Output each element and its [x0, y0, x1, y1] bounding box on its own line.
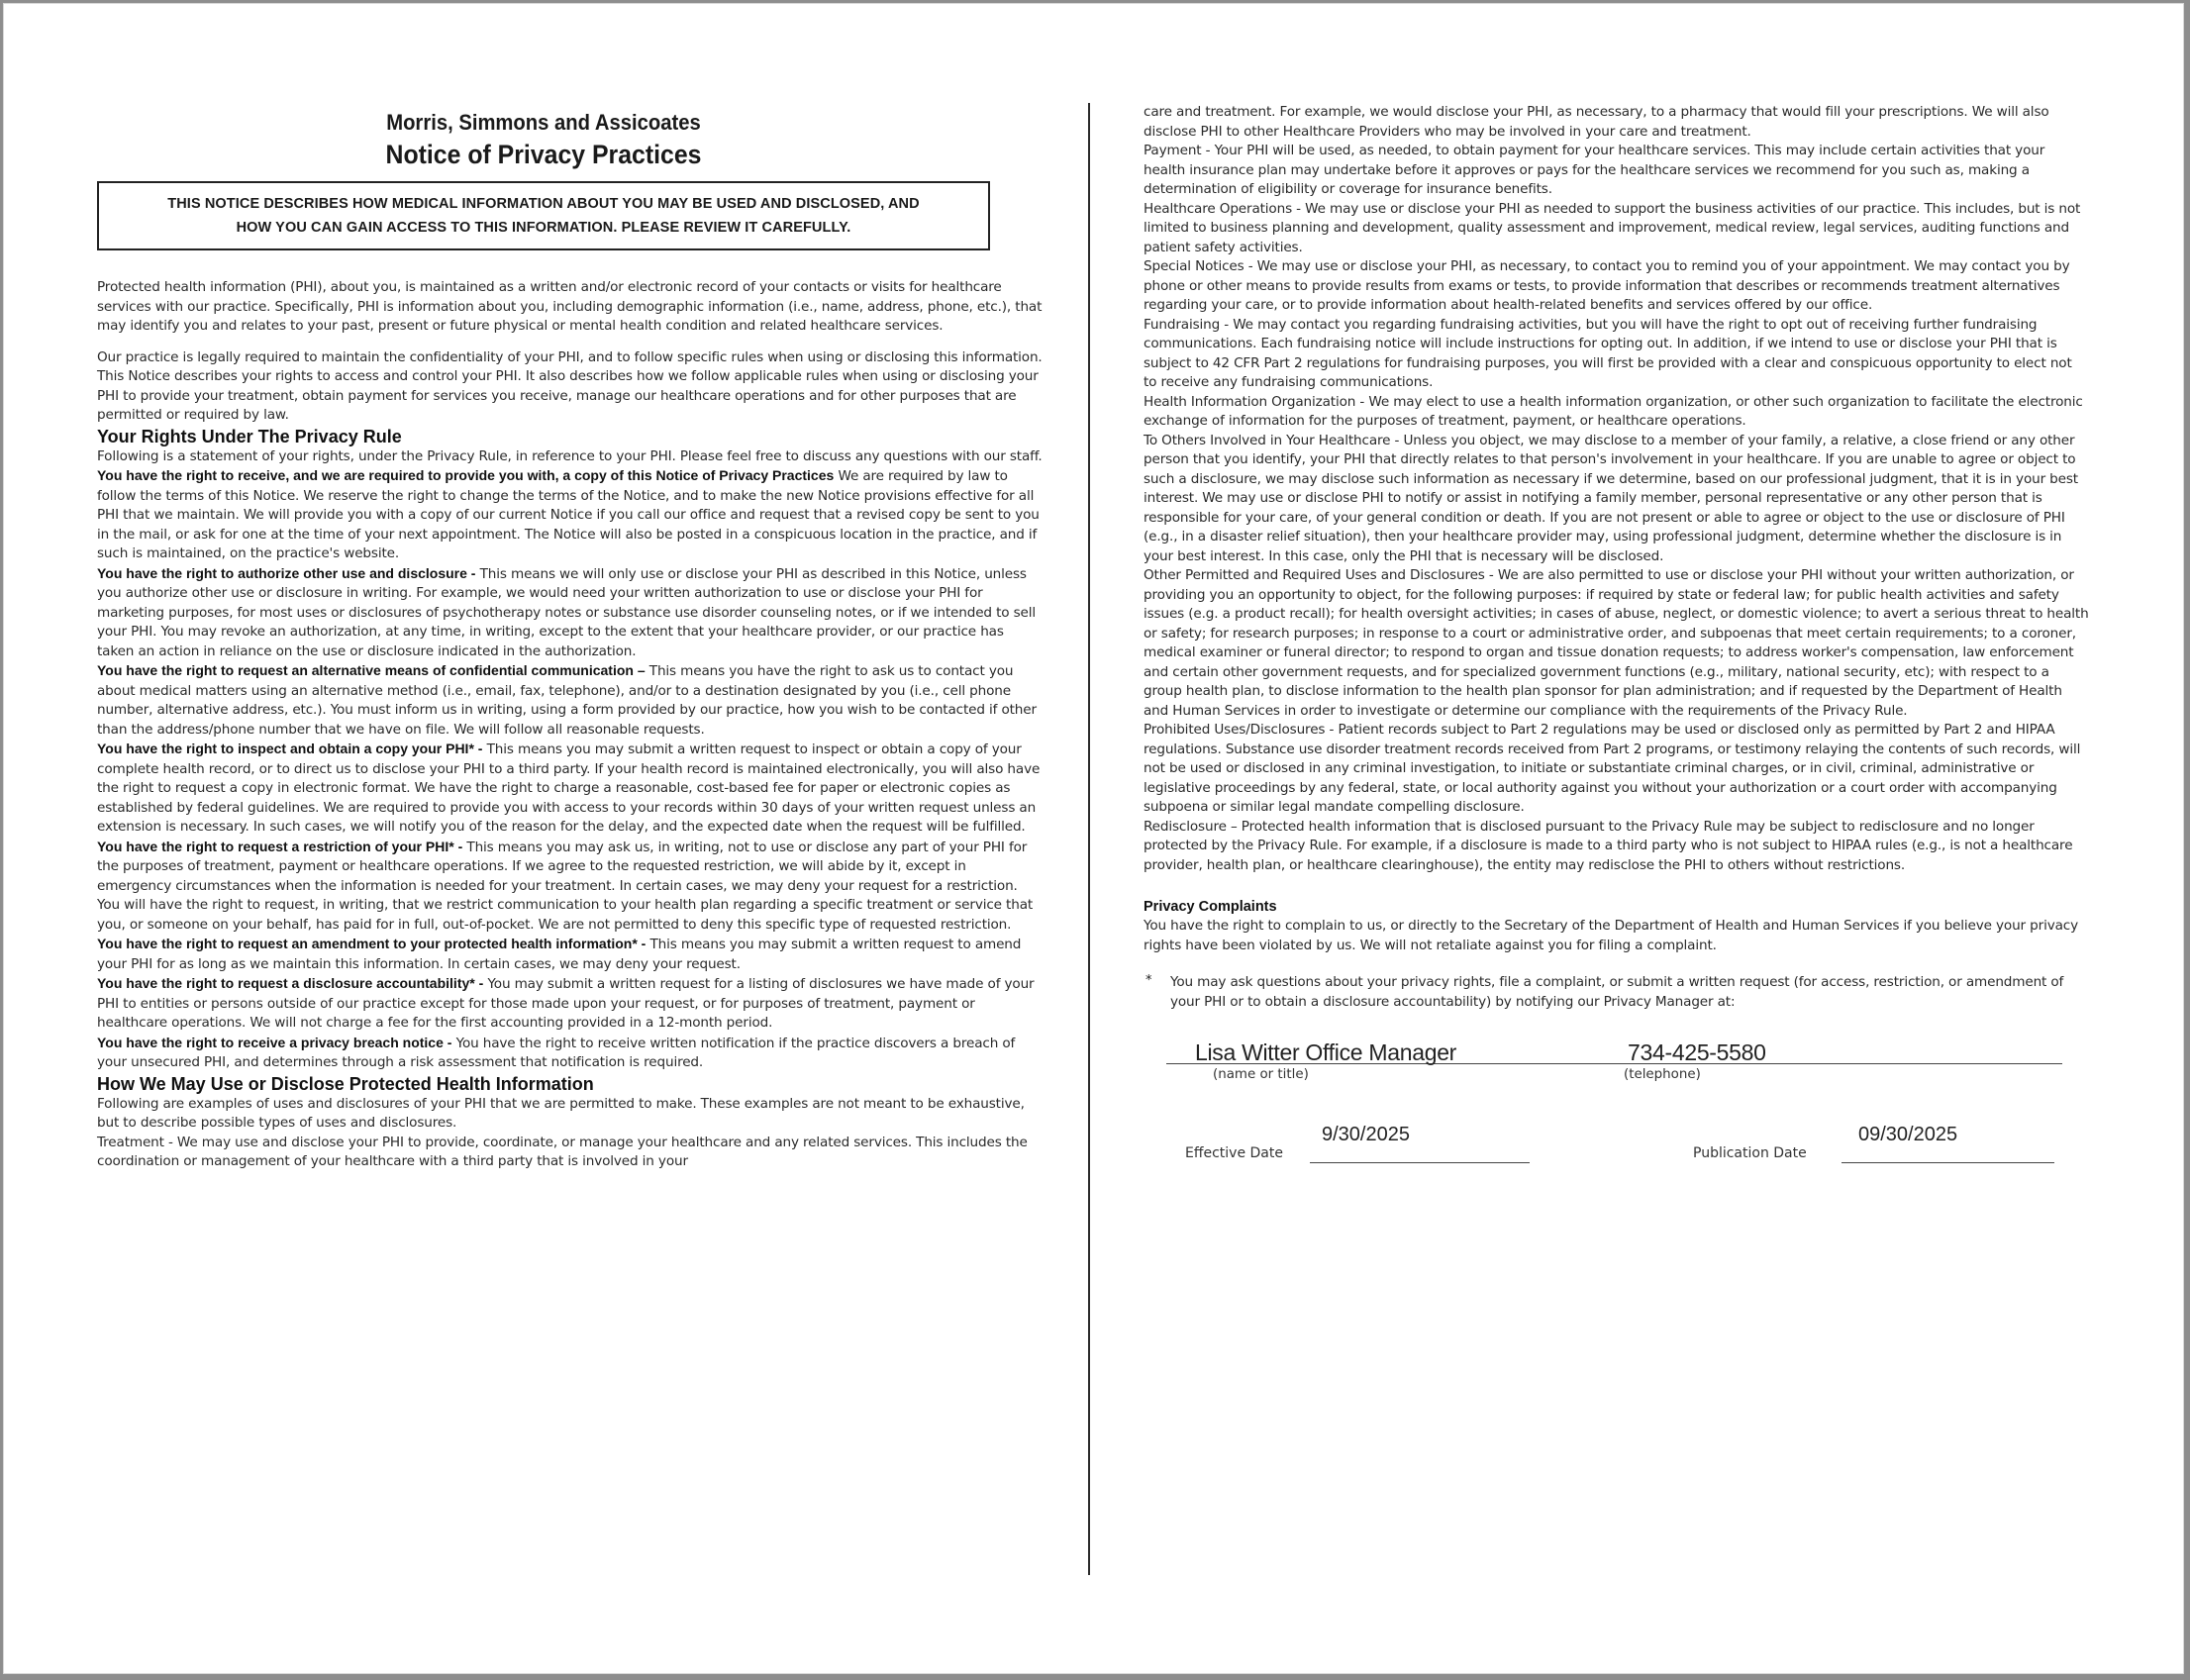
right-text: We are required by law to follow the terms of this Notice. We reserve the right to change the terms of the Notice, and to make the new Notice provisions effective for all PHI that we maintain. We will provide you with a copy of our current Notice if you call our office and request that a revised copy be sent to you in the mail, or ask for one at the time of your next appointment. The Notice will also be posted in a conspicuous location in the practice, and if such is maintained, on the practice's website. — [97, 468, 1040, 561]
use-term: To Others Involved in Your Healthcare — [1144, 432, 1391, 448]
use-text: We may use or disclose your PHI, as necessary, to contact you to remind you of your appointment. We may contact you by phone or other means to provide results from exams or tests, to provide information that describes or recommends treatment alternatives regarding your care, or to provide information about health-related benefits and services offered by our office. — [1144, 258, 2070, 313]
complaints-text: You have the right to complain to us, or directly to the Secretary of the Department of Health and Human Services if you believe your privacy rights have been violated by us. We will not retaliate against you for filing a complaint. — [1144, 918, 2078, 953]
right-text: This means you may ask us, in writing, not to use or disclose any part of your PHI for the purposes of treatment, payment or healthcare operations. If we agree to the requested restriction, we will abide by it, except in emergency circumstances when the information is needed for your treatment. In certain cases, we may deny your request for a restriction. You will have the right to request, in writing, that we restrict communication to your health plan regarding a specific treatment or service that you, or someone on your behalf, has paid for in full, out-of-pocket. We are not permitted to deny this specific type of requested restriction. — [97, 839, 1034, 933]
use-text: Patient records subject to Part 2 regulations may be used or disclosed only as permitted by Part 2 and HIPAA regulations. Substance use disorder treatment records received from Part 2 programs, or testimony relaying the contents of such records, will not be used or disclosed in any criminal investigation, to initiate or substantiate criminal charges, or in civil, criminal, administrative or legislative proceedings by any federal, state, or local authority against you without your authorization or a court order with accompanying subpoena or similar legal mandate compelling disclosure. — [1144, 722, 2081, 815]
right-text: This means we will only use or disclose your PHI as described in this Notice, unless you authorize other use or disclosure in writing. For example, we would need your written authorization to use or disclose your PHI for marketing purposes, for most uses or disclosures of psychotherapy notes or substance use disorder counseling notes, or if we intended to sell your PHI. You may revoke an authorization, at any time, in writing, except to the extent that your healthcare provider, or our practice has taken an action in reliance on the use or disclosure indicated in the authorization. — [97, 565, 1036, 659]
scanned-page — [3, 3, 2184, 1674]
use-text: - We may contact you regarding fundraising activities, but you will have the right to opt out of receiving further fundraising communications. Each fundraising notice will include instructions for opting out. In addition, if we intend to use or disclose your PHI that is subject to 42 CFR Part 2 regulations for fundraising purposes, you will first be provided with a clear and conspicuous opportunity to elect not to receive any fundraising communications. — [1144, 316, 2072, 390]
use-term: Health Information Organization - — [1144, 393, 1365, 410]
use-item-treatment-continued: care and treatment. For example, we would disclose your PHI, as necessary, to a pharmacy that would fill your prescriptions. We will also disclose PHI to other Healthcare Providers who may be involved in your care and treatment. — [1144, 104, 2049, 140]
right-term: You have the right to authorize other use and disclosure - — [97, 564, 476, 581]
uses-section-continued — [1144, 103, 2089, 875]
use-term: Fundraising — [1144, 316, 1221, 333]
intro-paragraph: Our practice is legally required to maintain the confidentiality of your PHI, and to follow specific rules when using or disclosing this information. This Notice describes your rights to access and control your PHI. It also describes how we follow applicable rules when using or disclosing your PHI to provide your treatment, obtain payment for services you receive, manage our healthcare operations and for other purposes that are permitted or required by law. — [97, 348, 1043, 423]
asterisk-bullet-icon: * — [1145, 973, 1152, 988]
name-field-label: (name or title) — [1213, 1067, 1309, 1082]
right-text: This means you have the right to ask us to contact you about medical matters using an alternative method (i.e., email, fax, telephone), and/or to a destination designated by you (i.e., cell phone number, alternative address, etc.). You must inform us in writing, using a form provided by our practice, how you wish to be contacted if other than the address/phone number that we have on file. We will follow all reasonable requests. — [97, 663, 1037, 738]
document-header — [97, 110, 990, 171]
publication-date-value: 09/30/2025 — [1858, 1124, 1958, 1145]
use-item — [1144, 721, 2089, 818]
right-item — [97, 974, 1043, 1034]
notice-banner-line-2: HOW YOU CAN GAIN ACCESS TO THIS INFORMATION. PLEASE REVIEW IT CAREFULLY. — [236, 220, 851, 236]
use-text: - Unless you object, we may disclose to a member of your family, a relative, a close friend or any other person that you identify, your PHI that directly relates to that person's involvement in your healthcare. If you are unable to agree or object to such a disclosure, we may disclose such information as necessary if we determine, based on our professional judgment, that it is in your best interest. We may use or disclose PHI to notify or assist in notifying a family member, personal representative or any other person that is responsible for your care, of your general condition or death. If you are not present or able to agree or object to the use or disclosure of PHI (e.g., in a disaster relief situation), then your healthcare provider may, using professional judgment, determine whether the disclosure is in your best interest. In this case, only the PHI that is necessary will be disclosed. — [1144, 432, 2078, 564]
use-text: Your PHI will be used, as needed, to obtain payment for your healthcare services. This may include certain activities that your health insurance plan may undertake before it approves or pays for the healthcare services we recommend for you such as, making a determination of eligibility or coverage for insurance benefits. — [1144, 143, 2045, 197]
right-term: You have the right to request a restriction of your PHI* - — [97, 838, 463, 854]
effective-date-value: 9/30/2025 — [1322, 1124, 1410, 1145]
use-item — [1144, 432, 2089, 567]
right-item — [97, 1034, 1043, 1073]
use-item — [1144, 566, 2089, 721]
use-item — [1144, 200, 2089, 258]
rights-lead: Following is a statement of your rights, under the Privacy Rule, in reference to your PHI. Please feel free to discuss any questions with our staff. — [97, 447, 1043, 464]
complaints-heading: Privacy Complaints — [1144, 899, 1277, 915]
right-text: This means you may submit a written request to inspect or obtain a copy of your complete health record, or to direct us to disclose your PHI to a third party. If your health record is maintained electronically, you will also have the right to request a copy in electronic format. We have the right to charge a reasonable, cost-based fee for paper or electronic copies as established by federal guidelines. We are required to provide you with access to your records within 30 days of your written request unless an extension is necessary. In such cases, we will notify you of the reason for the delay, and the expected date when the request will be fulfilled. — [97, 741, 1041, 835]
use-item — [1144, 257, 2089, 316]
right-text: You have the right to receive written notification if the practice discovers a breach of your unsecured PHI, and determines through a risk assessment that notification is required. — [97, 1035, 1016, 1070]
privacy-manager-phone: 734-425-5580 — [1628, 1039, 1766, 1065]
uses-lead: Following are examples of uses and disclosures of your PHI that we are permitted to make. These examples are not meant to be exhaustive, but to describe possible types of uses and disclosures. — [97, 1095, 1025, 1131]
phone-field-label: (telephone) — [1624, 1067, 1701, 1082]
use-term: Payment - — [1144, 143, 1211, 158]
effective-date-field[interactable] — [1310, 1162, 1530, 1163]
use-text: We may use or disclose your PHI as needed to support the business activities of our practice. This includes, but is not limited to business planning and development, quality assessment and improvement, medical review, legal services, auditing functions and patient safety activities. — [1144, 200, 2081, 255]
use-item — [1144, 393, 2089, 432]
complaints-bullet-text: You may ask questions about your privacy rights, file a complaint, or submit a written request (for access, restriction, or amendment of your PHI or to obtain a disclosure accountability) by notifying our Privacy Manager at: — [1170, 974, 2064, 1010]
right-item — [97, 564, 1043, 662]
use-item — [1144, 142, 2089, 200]
right-term: You have the right to receive, and we are required to provide you with, a copy of this Notice of Privacy Practices — [97, 467, 835, 483]
right-term: You have the right to request a disclosure accountability* - — [97, 975, 484, 991]
right-term: You have the right to inspect and obtain a copy your PHI* - — [97, 741, 483, 756]
use-term: Redisclosure — [1144, 818, 1227, 835]
uses-heading: How We May Use or Disclose Protected Health Information — [97, 1073, 594, 1094]
intro-section — [97, 278, 1043, 426]
use-text: – Protected health information that is disclosed pursuant to the Privacy Rule may be subject to redisclosure and no longer protected by the Privacy Rule. For example, if a disclosure is made to a third party who is not subject to HIPAA rules (e.g., is not a healthcare provider, health plan, or healthcare clearinghouse), the entity may redisclose the PHI to others without restrictions. — [1144, 818, 2073, 873]
column-divider — [1088, 103, 1090, 1575]
use-term: Special Notices - — [1144, 258, 1253, 274]
left-column — [97, 102, 1043, 1172]
right-text: This means you may submit a written request to amend your PHI for as long as we maintain this information. In certain cases, we may deny your request. — [97, 937, 1022, 972]
use-term: Prohibited Uses/Disclosures - — [1144, 722, 1335, 738]
notice-banner — [97, 181, 990, 250]
rights-section — [97, 447, 1043, 1073]
publication-date-label: Publication Date — [1693, 1145, 1807, 1161]
uses-section-start — [97, 1095, 1043, 1172]
right-item — [97, 935, 1043, 974]
notice-banner-line-1: THIS NOTICE DESCRIBES HOW MEDICAL INFORMATION ABOUT YOU MAY BE USED AND DISCLOSED, AND — [167, 196, 920, 212]
right-column — [1144, 103, 2089, 1165]
publication-date-field[interactable] — [1842, 1162, 2054, 1163]
right-term: You have the right to receive a privacy breach notice - — [97, 1034, 452, 1050]
complaints-bullet — [1144, 973, 2089, 1012]
use-text: We may elect to use a health information organization, or other such organization to facilitate the electronic exchange of information for the purposes of treatment, payment, or healthcare operations. — [1144, 393, 2083, 429]
use-term: Healthcare Operations - — [1144, 200, 1301, 217]
right-term: You have the right to request an alternative means of confidential communication – — [97, 662, 646, 678]
right-item — [97, 466, 1043, 564]
privacy-manager-contact-field[interactable] — [1166, 1038, 2062, 1082]
use-item-treatment — [97, 1134, 1043, 1172]
use-item — [1144, 818, 2089, 876]
intro-paragraph: Protected health information (PHI), about you, is maintained as a written and/or electronic record of your contacts or visits for healthcare services with our practice. Specifically, PHI is information about you, including demographic information (i.e., name, address, phone, etc.), that may identify you and relates to your past, present or future physical or mental health condition and related healthcare services. — [97, 279, 1043, 334]
practice-name: Morris, Simmons and Assicoates — [386, 110, 701, 135]
use-text: We are also permitted to use or disclose your PHI without your written authorization, or providing you an opportunity to object, for the following purposes: if required by state or federal law; for public health activities and safety issues (e.g. a product recall); for health oversight activities; in cases of abuse, neglect, or domestic violence; to avert a serious threat to health or safety; for research purposes; in response to a court or administrative order, and subpoenas that meet certain requirements; to a coroner, medical examiner or funeral director; to respond to organ and tissue donation requests; to address worker's compensation, law enforcement and certain other government requests, and for specialized government functions (e.g., military, national security, etc); with respect to a group health plan, to disclose information to the health plan sponsor for plan administration; and if requested by the Department of Health and Human Services in order to investigate or determine our compliance with the requirements of the Privacy Rule. — [1144, 567, 2089, 719]
right-item — [97, 661, 1043, 740]
use-term: Treatment - — [97, 1134, 173, 1150]
rights-heading: Your Rights Under The Privacy Rule — [97, 426, 402, 446]
complaints-section — [1144, 897, 2089, 1012]
privacy-manager-name: Lisa Witter Office Manager — [1195, 1039, 1457, 1065]
effective-date-label: Effective Date — [1185, 1145, 1283, 1161]
right-term: You have the right to request an amendment to your protected health information* - — [97, 936, 647, 951]
use-item — [1144, 316, 2089, 393]
right-text: You may submit a written request for a listing of disclosures we have made of your PHI to entities or persons outside of our practice except for those made upon your request, or for purposes of treatment, payment or healthcare operations. We will not charge a fee for the first accounting provided in a 12-month period. — [97, 976, 1035, 1031]
use-term: Other Permitted and Required Uses and Disclosures - — [1144, 567, 1494, 583]
use-text: We may use and disclose your PHI to provide, coordinate, or manage your healthcare and any related services. This includes the coordination or management of your healthcare with a third party that is involved in your — [97, 1134, 1028, 1169]
document-title: Notice of Privacy Practices — [385, 140, 702, 169]
right-item — [97, 838, 1043, 936]
right-item — [97, 740, 1043, 838]
dates-row — [1144, 1126, 2094, 1165]
